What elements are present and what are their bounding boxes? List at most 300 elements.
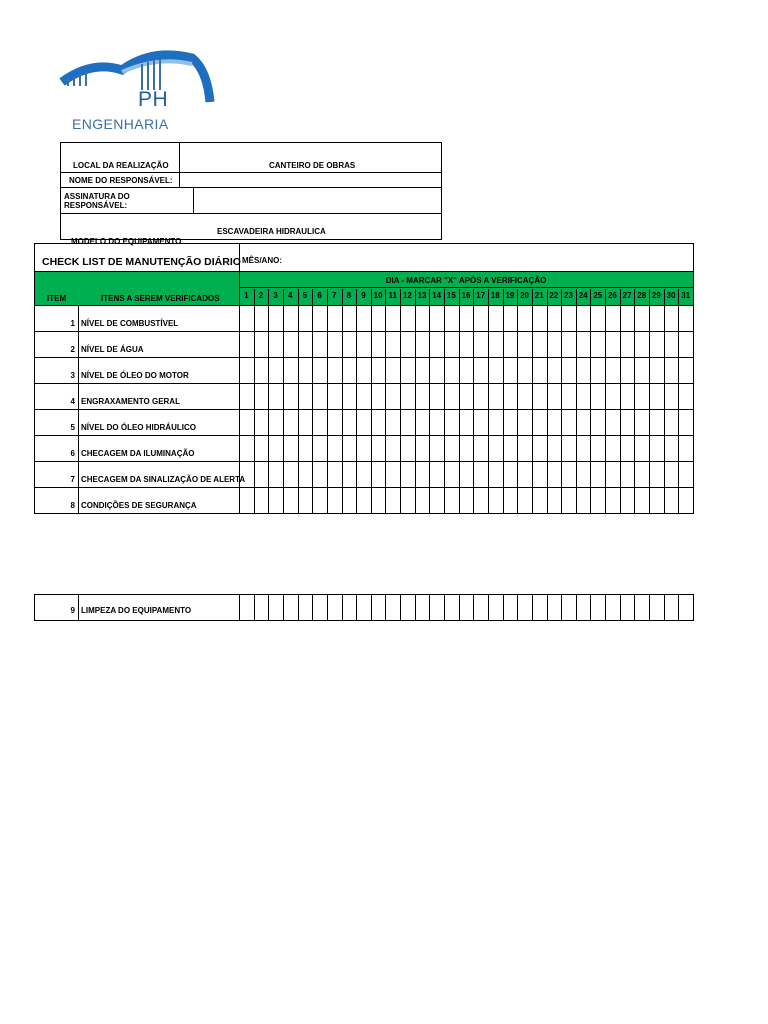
day-check-cell[interactable] [664, 595, 679, 620]
day-check-cell[interactable] [561, 305, 576, 331]
day-check-cell[interactable] [664, 331, 679, 357]
day-check-cell[interactable] [254, 595, 269, 620]
day-check-cell[interactable] [415, 331, 430, 357]
day-check-cell[interactable] [517, 409, 532, 435]
day-check-cell[interactable] [415, 595, 430, 620]
day-check-cell[interactable] [400, 331, 415, 357]
day-check-cell[interactable] [678, 357, 693, 383]
day-check-cell[interactable] [561, 435, 576, 461]
day-check-cell[interactable] [678, 409, 693, 435]
day-number: 28 [637, 291, 647, 300]
day-check-cell[interactable] [444, 331, 459, 357]
day-check-cell[interactable] [634, 487, 649, 513]
day-check-cell[interactable] [561, 383, 576, 409]
day-check-cell[interactable] [634, 383, 649, 409]
day-check-cell[interactable] [649, 305, 664, 331]
day-check-cell[interactable] [664, 383, 679, 409]
day-check-cell[interactable] [576, 435, 591, 461]
day-check-cell[interactable] [678, 435, 693, 461]
day-check-cell[interactable] [254, 305, 269, 331]
day-check-cell[interactable] [429, 357, 444, 383]
day-check-cell[interactable] [459, 383, 474, 409]
day-check-cell[interactable] [532, 383, 547, 409]
day-check-cell[interactable] [268, 331, 283, 357]
day-check-cell[interactable] [312, 435, 327, 461]
day-check-cell[interactable] [239, 435, 254, 461]
day-check-cell[interactable] [605, 409, 620, 435]
day-check-cell[interactable] [649, 435, 664, 461]
day-number: 19 [505, 291, 515, 300]
day-check-cell[interactable] [620, 383, 635, 409]
day-check-cell[interactable] [444, 595, 459, 620]
local-value: CANTEIRO DE OBRAS [269, 161, 356, 170]
day-check-cell[interactable] [561, 357, 576, 383]
day-check-cell[interactable] [517, 461, 532, 487]
day-check-cell[interactable] [547, 595, 562, 620]
day-check-cell[interactable] [385, 357, 400, 383]
day-check-cell[interactable] [415, 357, 430, 383]
day-check-cell[interactable] [473, 383, 488, 409]
day-check-cell[interactable] [649, 409, 664, 435]
day-check-cell[interactable] [268, 435, 283, 461]
item-number: 8 [70, 501, 75, 510]
day-check-cell[interactable] [576, 305, 591, 331]
day-check-cell[interactable] [254, 383, 269, 409]
day-number: 26 [607, 291, 617, 300]
day-check-cell[interactable] [459, 595, 474, 620]
day-check-cell[interactable] [312, 461, 327, 487]
day-check-cell[interactable] [605, 357, 620, 383]
day-check-cell[interactable] [517, 331, 532, 357]
day-check-cell[interactable] [561, 595, 576, 620]
day-check-cell[interactable] [503, 487, 518, 513]
day-check-cell[interactable] [605, 331, 620, 357]
day-check-cell[interactable] [473, 595, 488, 620]
day-check-cell[interactable] [327, 305, 342, 331]
day-check-cell[interactable] [356, 305, 371, 331]
day-check-cell[interactable] [488, 357, 503, 383]
day-check-cell[interactable] [517, 435, 532, 461]
day-check-cell[interactable] [415, 435, 430, 461]
day-check-cell[interactable] [415, 487, 430, 513]
day-check-cell[interactable] [444, 357, 459, 383]
day-check-cell[interactable] [356, 487, 371, 513]
day-check-cell[interactable] [400, 461, 415, 487]
day-check-cell[interactable] [561, 487, 576, 513]
day-number: 25 [593, 291, 603, 300]
day-check-cell[interactable] [356, 331, 371, 357]
day-check-cell[interactable] [327, 409, 342, 435]
day-check-cell[interactable] [400, 409, 415, 435]
day-check-cell[interactable] [649, 383, 664, 409]
day-check-cell[interactable] [649, 461, 664, 487]
day-check-cell[interactable] [620, 357, 635, 383]
day-check-cell[interactable] [649, 487, 664, 513]
day-check-cell[interactable] [620, 305, 635, 331]
day-check-cell[interactable] [590, 595, 605, 620]
day-check-cell[interactable] [547, 435, 562, 461]
day-check-cell[interactable] [342, 357, 357, 383]
day-check-cell[interactable] [473, 461, 488, 487]
day-check-cell[interactable] [634, 435, 649, 461]
day-check-cell[interactable] [415, 305, 430, 331]
day-check-cell[interactable] [590, 383, 605, 409]
day-check-cell[interactable] [429, 595, 444, 620]
day-number: 18 [490, 291, 500, 300]
day-check-cell[interactable] [590, 487, 605, 513]
item-label: ENGRAXAMENTO GERAL [81, 397, 180, 406]
day-check-cell[interactable] [503, 305, 518, 331]
day-check-cell[interactable] [400, 357, 415, 383]
day-number: 3 [273, 291, 278, 300]
day-check-cell[interactable] [298, 331, 313, 357]
day-check-cell[interactable] [283, 409, 298, 435]
day-check-cell[interactable] [547, 383, 562, 409]
day-check-cell[interactable] [503, 461, 518, 487]
day-check-cell[interactable] [254, 409, 269, 435]
day-check-cell[interactable] [312, 383, 327, 409]
day-check-cell[interactable] [254, 461, 269, 487]
day-check-cell[interactable] [312, 305, 327, 331]
day-check-cell[interactable] [429, 409, 444, 435]
day-check-cell[interactable] [488, 383, 503, 409]
day-check-cell[interactable] [268, 461, 283, 487]
day-check-cell[interactable] [503, 357, 518, 383]
day-check-cell[interactable] [239, 461, 254, 487]
day-check-cell[interactable] [576, 461, 591, 487]
day-check-cell[interactable] [283, 461, 298, 487]
day-check-cell[interactable] [532, 435, 547, 461]
day-check-cell[interactable] [620, 461, 635, 487]
item-number: 4 [70, 397, 75, 406]
day-check-cell[interactable] [547, 487, 562, 513]
day-check-cell[interactable] [459, 331, 474, 357]
day-check-cell[interactable] [664, 435, 679, 461]
day-check-cell[interactable] [547, 331, 562, 357]
day-check-cell[interactable] [561, 331, 576, 357]
day-check-cell[interactable] [576, 487, 591, 513]
day-check-cell[interactable] [429, 305, 444, 331]
day-check-cell[interactable] [400, 595, 415, 620]
day-check-cell[interactable] [444, 461, 459, 487]
day-check-cell[interactable] [444, 305, 459, 331]
day-check-cell[interactable] [620, 595, 635, 620]
day-check-cell[interactable] [356, 461, 371, 487]
day-check-cell[interactable] [371, 357, 386, 383]
day-check-cell[interactable] [517, 487, 532, 513]
day-check-cell[interactable] [283, 595, 298, 620]
day-check-cell[interactable] [298, 409, 313, 435]
day-check-cell[interactable] [371, 595, 386, 620]
day-check-cell[interactable] [429, 383, 444, 409]
day-check-cell[interactable] [620, 435, 635, 461]
assinatura-field[interactable] [195, 188, 441, 212]
day-check-cell[interactable] [590, 435, 605, 461]
day-check-cell[interactable] [678, 331, 693, 357]
mes-ano-label: MÊS/ANO: [242, 256, 282, 265]
day-check-cell[interactable] [298, 383, 313, 409]
day-check-cell[interactable] [385, 409, 400, 435]
day-check-cell[interactable] [532, 595, 547, 620]
day-check-cell[interactable] [298, 487, 313, 513]
day-check-cell[interactable] [576, 357, 591, 383]
day-check-cell[interactable] [283, 383, 298, 409]
day-check-cell[interactable] [327, 357, 342, 383]
day-check-cell[interactable] [547, 461, 562, 487]
day-check-cell[interactable] [385, 487, 400, 513]
day-check-cell[interactable] [590, 461, 605, 487]
day-check-cell[interactable] [371, 331, 386, 357]
day-number: 11 [388, 291, 397, 300]
day-check-cell[interactable] [605, 383, 620, 409]
day-check-cell[interactable] [547, 409, 562, 435]
day-check-cell[interactable] [444, 435, 459, 461]
day-check-cell[interactable] [532, 305, 547, 331]
day-check-cell[interactable] [532, 357, 547, 383]
day-check-cell[interactable] [371, 487, 386, 513]
day-number: 7 [331, 291, 337, 300]
day-check-cell[interactable] [371, 461, 386, 487]
day-check-cell[interactable] [488, 435, 503, 461]
day-check-cell[interactable] [634, 305, 649, 331]
day-check-cell[interactable] [634, 595, 649, 620]
day-check-cell[interactable] [356, 383, 371, 409]
day-check-cell[interactable] [605, 305, 620, 331]
day-check-cell[interactable] [298, 595, 313, 620]
day-check-cell[interactable] [678, 305, 693, 331]
day-number: 2 [258, 291, 264, 300]
day-check-cell[interactable] [342, 461, 357, 487]
day-check-cell[interactable] [298, 461, 313, 487]
day-check-cell[interactable] [429, 487, 444, 513]
day-check-cell[interactable] [605, 487, 620, 513]
day-check-cell[interactable] [371, 305, 386, 331]
day-check-cell[interactable] [517, 357, 532, 383]
day-check-cell[interactable] [444, 383, 459, 409]
day-check-cell[interactable] [605, 595, 620, 620]
day-check-cell[interactable] [620, 331, 635, 357]
day-check-cell[interactable] [590, 305, 605, 331]
day-check-cell[interactable] [576, 383, 591, 409]
day-check-cell[interactable] [342, 305, 357, 331]
day-check-cell[interactable] [268, 383, 283, 409]
day-check-cell[interactable] [634, 409, 649, 435]
day-check-cell[interactable] [415, 383, 430, 409]
day-check-cell[interactable] [488, 461, 503, 487]
day-check-cell[interactable] [312, 357, 327, 383]
day-check-cell[interactable] [415, 461, 430, 487]
day-check-cell[interactable] [400, 435, 415, 461]
day-check-cell[interactable] [312, 595, 327, 620]
day-check-cell[interactable] [488, 595, 503, 620]
day-check-cell[interactable] [268, 487, 283, 513]
day-check-cell[interactable] [634, 357, 649, 383]
day-check-cell[interactable] [444, 409, 459, 435]
day-check-cell[interactable] [298, 305, 313, 331]
day-check-cell[interactable] [576, 595, 591, 620]
day-check-cell[interactable] [327, 487, 342, 513]
day-check-cell[interactable] [298, 435, 313, 461]
day-check-cell[interactable] [473, 409, 488, 435]
day-check-cell[interactable] [444, 487, 459, 513]
day-check-cell[interactable] [664, 305, 679, 331]
day-check-cell[interactable] [473, 435, 488, 461]
day-check-cell[interactable] [312, 487, 327, 513]
day-check-cell[interactable] [664, 461, 679, 487]
responsavel-field[interactable] [181, 173, 441, 186]
day-check-cell[interactable] [385, 461, 400, 487]
day-check-cell[interactable] [385, 331, 400, 357]
day-check-cell[interactable] [649, 595, 664, 620]
day-check-cell[interactable] [590, 357, 605, 383]
day-check-cell[interactable] [649, 357, 664, 383]
item-label: NÍVEL DE COMBUSTÍVEL [81, 319, 179, 328]
day-check-cell[interactable] [342, 487, 357, 513]
day-check-cell[interactable] [327, 383, 342, 409]
day-check-cell[interactable] [459, 461, 474, 487]
day-check-cell[interactable] [327, 595, 342, 620]
day-check-cell[interactable] [488, 487, 503, 513]
day-check-cell[interactable] [400, 383, 415, 409]
day-number: 15 [446, 291, 456, 300]
day-check-cell[interactable] [429, 435, 444, 461]
day-check-cell[interactable] [503, 409, 518, 435]
day-check-cell[interactable] [488, 331, 503, 357]
day-check-cell[interactable] [532, 409, 547, 435]
day-check-cell[interactable] [371, 435, 386, 461]
day-check-cell[interactable] [459, 305, 474, 331]
day-check-cell[interactable] [312, 409, 327, 435]
day-check-cell[interactable] [517, 383, 532, 409]
day-check-cell[interactable] [620, 487, 635, 513]
day-check-cell[interactable] [283, 305, 298, 331]
day-check-cell[interactable] [473, 305, 488, 331]
day-check-cell[interactable] [385, 595, 400, 620]
day-check-cell[interactable] [342, 409, 357, 435]
day-check-cell[interactable] [415, 409, 430, 435]
day-check-cell[interactable] [356, 409, 371, 435]
day-check-cell[interactable] [342, 595, 357, 620]
day-check-cell[interactable] [254, 487, 269, 513]
day-check-cell[interactable] [400, 305, 415, 331]
day-check-cell[interactable] [268, 409, 283, 435]
day-check-cell[interactable] [678, 487, 693, 513]
day-check-cell[interactable] [678, 461, 693, 487]
day-check-cell[interactable] [605, 461, 620, 487]
day-check-cell[interactable] [576, 331, 591, 357]
day-number: 22 [549, 291, 559, 300]
day-check-cell[interactable] [561, 461, 576, 487]
day-check-cell[interactable] [459, 357, 474, 383]
day-check-cell[interactable] [356, 357, 371, 383]
day-check-cell[interactable] [503, 435, 518, 461]
day-check-cell[interactable] [547, 357, 562, 383]
day-check-cell[interactable] [239, 487, 254, 513]
day-check-cell[interactable] [283, 357, 298, 383]
day-check-cell[interactable] [678, 383, 693, 409]
day-check-cell[interactable] [590, 409, 605, 435]
day-check-cell[interactable] [488, 305, 503, 331]
day-check-cell[interactable] [517, 305, 532, 331]
day-check-cell[interactable] [459, 487, 474, 513]
day-check-cell[interactable] [532, 487, 547, 513]
day-check-cell[interactable] [517, 595, 532, 620]
day-check-cell[interactable] [327, 461, 342, 487]
day-check-cell[interactable] [268, 357, 283, 383]
day-check-cell[interactable] [283, 435, 298, 461]
day-check-cell[interactable] [664, 357, 679, 383]
day-check-cell[interactable] [576, 409, 591, 435]
day-check-cell[interactable] [268, 305, 283, 331]
day-check-cell[interactable] [239, 357, 254, 383]
day-check-cell[interactable] [327, 331, 342, 357]
day-check-cell[interactable] [634, 331, 649, 357]
day-check-cell[interactable] [342, 331, 357, 357]
day-check-cell[interactable] [371, 383, 386, 409]
day-check-cell[interactable] [239, 409, 254, 435]
day-check-cell[interactable] [664, 409, 679, 435]
day-check-cell[interactable] [678, 595, 693, 620]
day-check-cell[interactable] [371, 409, 386, 435]
day-check-cell[interactable] [356, 435, 371, 461]
day-check-cell[interactable] [605, 435, 620, 461]
day-check-cell[interactable] [254, 331, 269, 357]
day-check-cell[interactable] [298, 357, 313, 383]
day-check-cell[interactable] [649, 331, 664, 357]
day-check-cell[interactable] [312, 331, 327, 357]
day-check-cell[interactable] [385, 305, 400, 331]
day-number: 23 [564, 291, 573, 300]
day-check-cell[interactable] [473, 357, 488, 383]
day-check-cell[interactable] [459, 409, 474, 435]
day-check-cell[interactable] [503, 331, 518, 357]
day-check-cell[interactable] [590, 331, 605, 357]
day-check-cell[interactable] [283, 487, 298, 513]
day-check-cell[interactable] [561, 409, 576, 435]
day-check-cell[interactable] [342, 383, 357, 409]
day-check-cell[interactable] [547, 305, 562, 331]
day-check-cell[interactable] [254, 435, 269, 461]
day-check-cell[interactable] [664, 487, 679, 513]
day-check-cell[interactable] [400, 487, 415, 513]
day-check-cell[interactable] [429, 331, 444, 357]
day-check-cell[interactable] [473, 487, 488, 513]
day-check-cell[interactable] [503, 595, 518, 620]
day-check-cell[interactable] [473, 331, 488, 357]
day-check-cell[interactable] [239, 595, 254, 620]
day-check-cell[interactable] [532, 331, 547, 357]
day-check-cell[interactable] [239, 383, 254, 409]
day-check-cell[interactable] [268, 595, 283, 620]
day-check-cell[interactable] [239, 305, 254, 331]
day-check-cell[interactable] [239, 331, 254, 357]
day-check-cell[interactable] [385, 383, 400, 409]
day-check-cell[interactable] [532, 461, 547, 487]
day-check-cell[interactable] [327, 435, 342, 461]
day-check-cell[interactable] [342, 435, 357, 461]
day-check-cell[interactable] [429, 461, 444, 487]
day-check-cell[interactable] [634, 461, 649, 487]
day-check-cell[interactable] [459, 435, 474, 461]
day-check-cell[interactable] [385, 435, 400, 461]
day-check-cell[interactable] [503, 383, 518, 409]
day-check-cell[interactable] [254, 357, 269, 383]
day-number: 13 [417, 291, 427, 300]
day-check-cell[interactable] [620, 409, 635, 435]
day-check-cell[interactable] [356, 595, 371, 620]
day-check-cell[interactable] [488, 409, 503, 435]
day-check-cell[interactable] [283, 331, 298, 357]
